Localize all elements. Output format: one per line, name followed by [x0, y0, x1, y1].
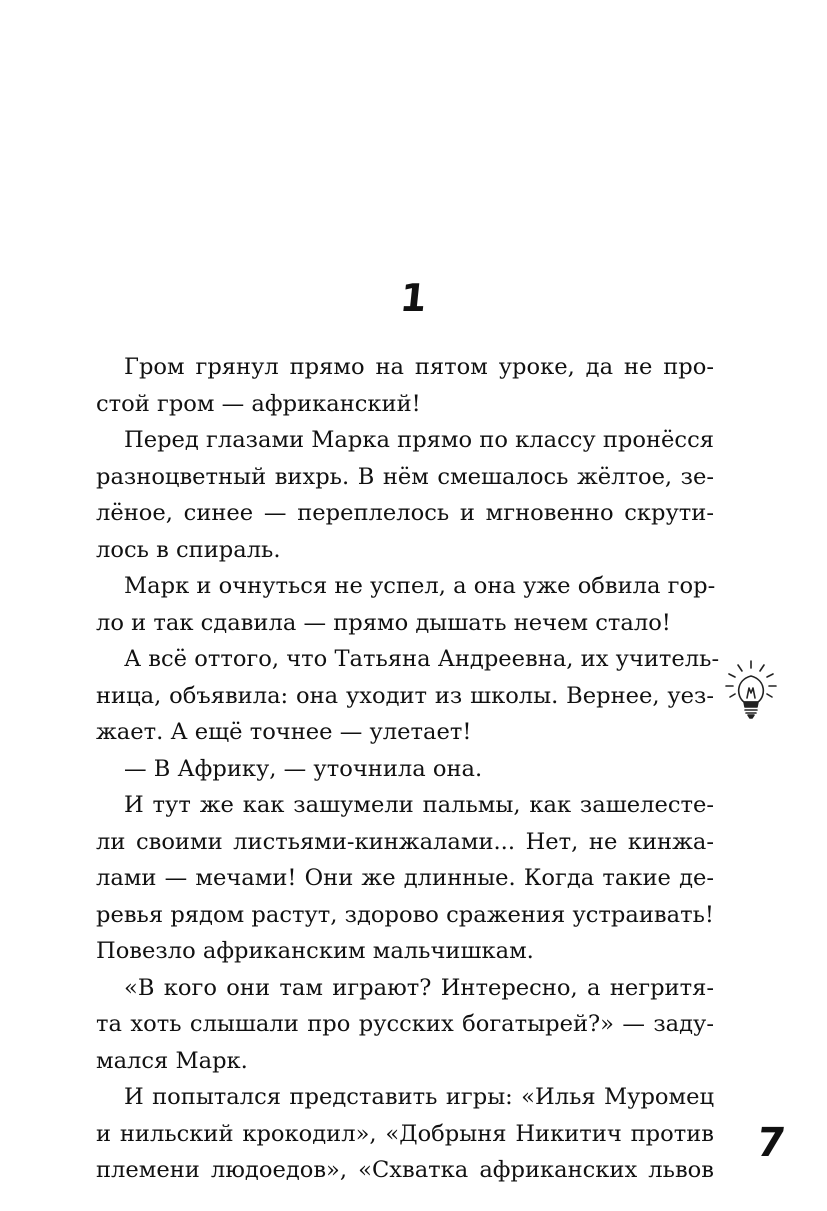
text-line: лось в спираль. [96, 536, 281, 563]
text-line: разноцветный вихрь. В нём смешалось жёлтое, зе- [96, 463, 714, 490]
text-line: жает. А ещё точнее — улетает! [96, 719, 472, 745]
text-line: — В Африку, — уточнила она. [124, 755, 483, 782]
text-line: ли своими листьями-кинжалами... Нет, не кинжа- [96, 828, 714, 855]
chapter-number: 1 [397, 276, 430, 320]
text-line: Марк и очнуться не успел, а она уже обвила гор- [124, 573, 716, 599]
body-text [96, 349, 720, 1189]
text-line: ло и так сдавила — прямо дышать нечем стало! [96, 609, 671, 636]
text-line: Гром грянул прямо на пятом уроке, да не про- [124, 354, 714, 380]
text-line: Повезло африканским мальчишкам. [96, 938, 534, 964]
text-line: ница, объявила: она уходит из школы. Вернее, уез- [96, 682, 714, 709]
text-line: мался Марк. [96, 1047, 248, 1074]
text-line: Перед глазами Марка прямо по классу пронёсся [124, 427, 714, 453]
text-line: лёное, синее — переплелось и мгновенно скрути- [96, 500, 714, 526]
page-number: 7 [753, 1120, 789, 1166]
text-line: И попытался представить игры: «Илья Муромец [124, 1084, 714, 1110]
text-line: А всё оттого, что Татьяна Андреевна, их учитель- [124, 646, 720, 672]
text-line: стой гром — африканский! [96, 390, 421, 417]
text-line: ревья рядом растут, здорово сражения устраивать! [96, 901, 714, 928]
text-line: и нильский крокодил», «Добрыня Никитич против [96, 1120, 714, 1147]
text-line: та хоть слышали про русских богатырей?» — заду- [96, 1011, 714, 1037]
text-line: лами — мечами! Они же длинные. Когда такие де- [96, 865, 714, 891]
lightbulb-icon [722, 658, 780, 720]
text-line: И тут же как зашумели пальмы, как зашелесте- [124, 792, 714, 818]
text-line: племени людоедов», «Схватка африканских львов [96, 1157, 714, 1183]
text-line: «В кого они там играют? Интересно, а негритя- [124, 974, 714, 1001]
